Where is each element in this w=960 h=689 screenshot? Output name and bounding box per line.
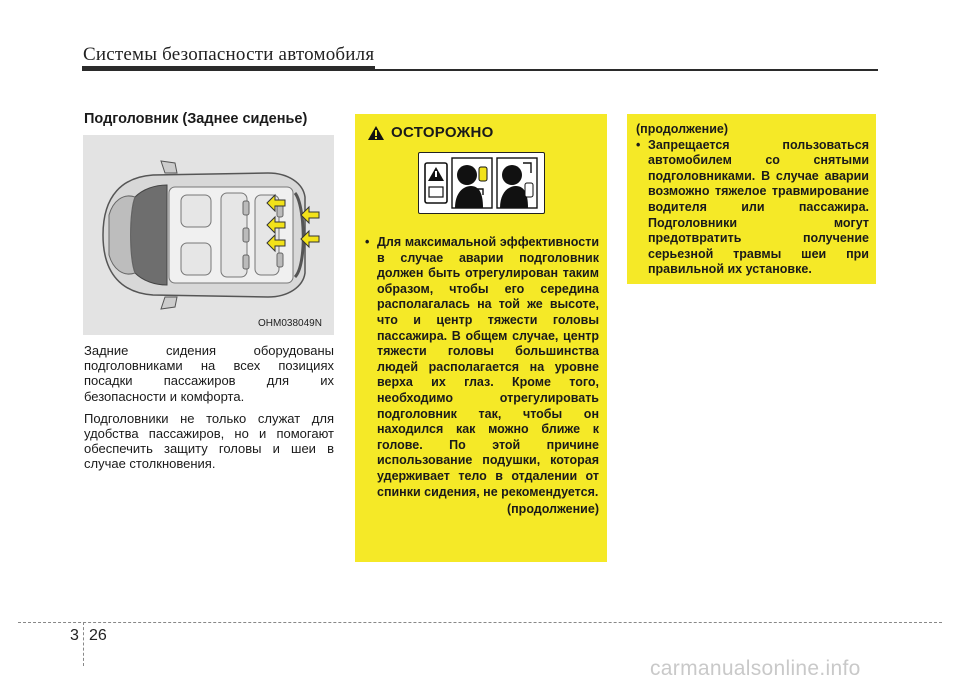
continued-warning-content [636,122,869,278]
headrest-pictogram-icon [419,153,544,213]
warning-list [365,235,599,518]
warning-title: ОСТОРОЖНО [391,124,494,141]
warning-header [367,124,494,141]
section-body [84,343,334,479]
bullet-dot: • [365,235,370,249]
headrest-warning-pictogram [418,152,545,214]
header-rule-thick [82,66,375,71]
body-paragraph-2: Подголовники не только служат для удобства пассажиров, но и помогают обеспечить защиту головы и шеи в случае столкновения. [84,410,334,472]
headrest-arrow-icons [83,135,334,335]
footer-dashed-rule [18,622,942,623]
car-rear-headrest-figure [83,135,334,335]
continued-bullet-text: Запрещается пользоваться автомобилем со снятыми подголовниками. В случае аварии возможно тяжелое травмирование водителя или пассажира. Подголовники могут предотвратить получение серьезной травмы шеи при правильной их установке. [648,137,869,277]
warning-triangle-icon [367,125,385,141]
watermark: carmanualsonline.info [650,657,861,680]
warning-bullet-item [365,235,599,500]
warning-continued: (продолжение) [506,502,599,517]
chapter-title: Системы безопасности автомобиля [83,44,375,65]
continued-label: (продолжение) [636,122,729,136]
section-number: 3 [70,627,79,644]
bullet-dot: • [636,137,641,152]
body-paragraph-1: Задние сидения оборудованы подголовниками на всех позициях посадки пассажиров для их безопасности и комфорта. [84,343,334,404]
header-rule-thin [375,69,878,71]
continued-bullet-item [636,138,869,278]
section-heading: Подголовник (Заднее сиденье) [84,111,308,127]
warning-box [355,114,607,562]
page-number: 26 [89,627,107,644]
continued-warning-box [627,114,876,284]
figure-code: OHM038049N [258,318,322,329]
footer-dashed-divider [83,622,84,666]
warning-bullet-text: Для максимальной эффективности в случае аварии подголовник должен быть отрегулирован таким образом, чтобы его середина располагалась на той же высоте, что и центр тяжести головы пассажира. В общем случае, центр тяжести головы большинства людей располагается на уровне верха их глаз. Кроме того, необходимо отрегулировать подголовник так, чтобы он находился как можно ближе к голове. По этой причине использование подушки, которая удерживает тело в отдалении от спинки сидения, не рекомендуется. [377,235,599,499]
